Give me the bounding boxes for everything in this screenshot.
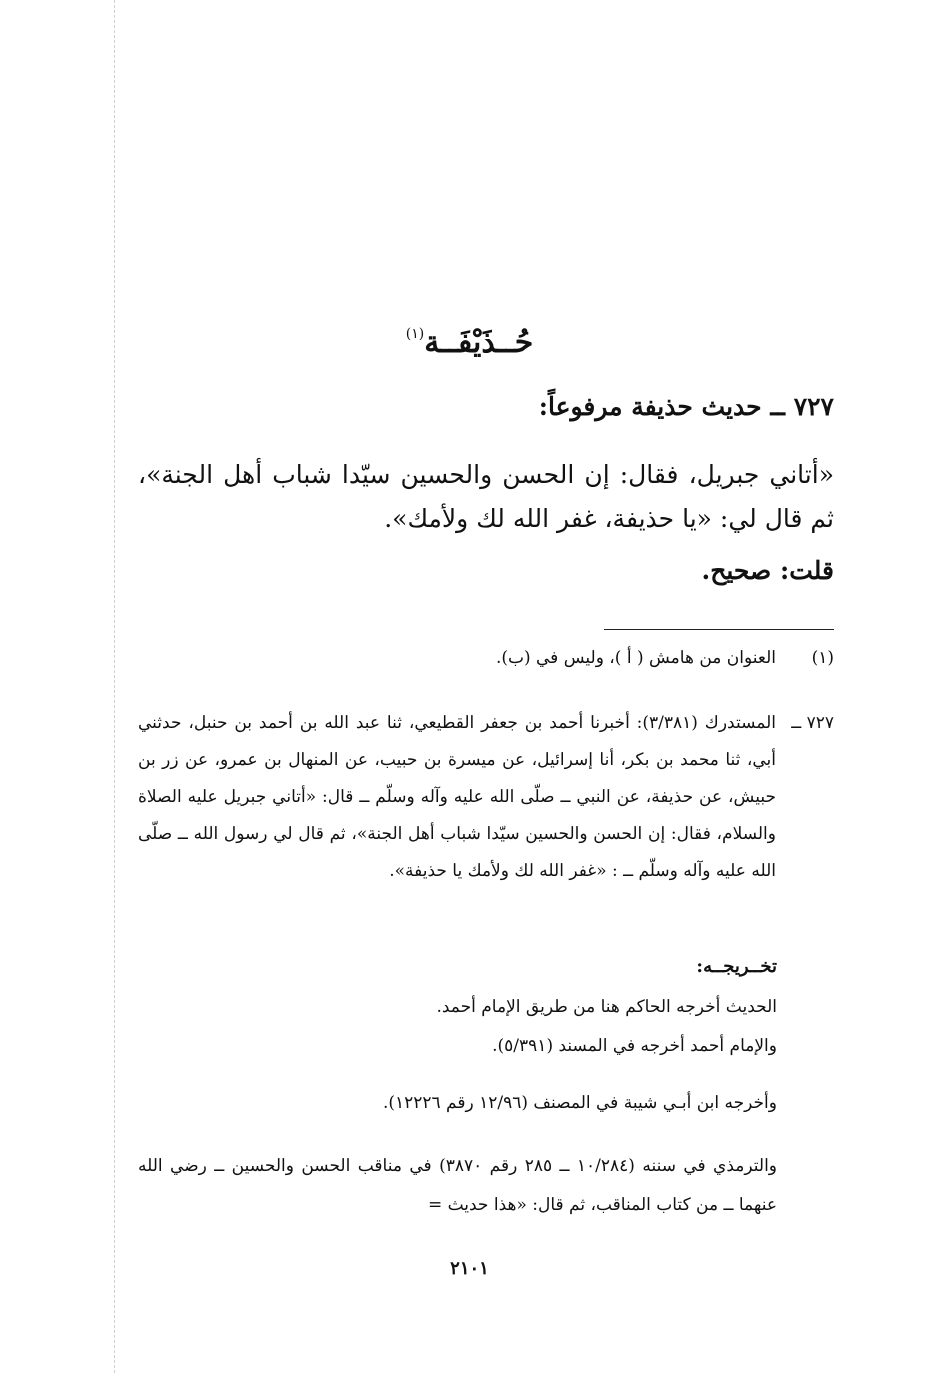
footnote-1-marker: (١) bbox=[811, 648, 834, 668]
section-title bbox=[0, 325, 939, 360]
binding-guide-line bbox=[114, 0, 115, 1373]
hadith-text: «أتاني جبريل، فقال: إن الحسن والحسين سيّدا شباب أهل الجنة»، ثم قال لي: «يا حذيفة، غفر الله لك ولأمك». bbox=[138, 460, 835, 533]
takhrij-line-3: وأخرجه ابن أبـي شيبة في المصنف (١٢/٩٦ رقم ١٢٢٢٦). bbox=[382, 1093, 777, 1113]
takhrij-line-2: والإمام أحمد أخرجه في المسند (٥/٣٩١). bbox=[492, 1036, 777, 1056]
takhrij-heading: تخــريجــه: bbox=[696, 956, 777, 977]
hadith-number: ٧٢٧ bbox=[793, 392, 834, 421]
takhrij-final-paragraph: والترمذي في سننه (١٠/٢٨٤ ــ ٢٨٥ رقم ٣٨٧٠) في مناقب الحسن والحسين ــ رضي الله عنهما ــ من كتاب المناقب، ثم قال: «هذا حديث = bbox=[138, 1156, 778, 1215]
footnote-727 bbox=[138, 705, 834, 890]
footnote-727-text: المستدرك (٣/٣٨١): أخبرنا أحمد بن جعفر القطيعي، ثنا عبد الله بن أحمد بن حنبل، حدثني أبي، ثنا محمد بن بكر، أنا إسرائيل، عن ميسرة بن حبيب، عن المنهال بن عمرو، عن زر بن حبيش، عن حذيفة، عن النبي ــ صلّى الله عليه وآله وسلّم ــ قال: «أتاني جبريل عليه الصلاة والسلام، فقال: إن الحسن والحسين سيّدا شباب أهل الجنة»، ثم قال لي رسول الله ــ صلّى الله عليه وآله وسلّم ــ : «غفر الله لك ولأمك يا حذيفة». bbox=[138, 713, 776, 881]
section-title-text: حُــذَيْفَــة bbox=[424, 325, 534, 360]
hadith-heading-text: ــ حديث حذيفة مرفوعاً: bbox=[538, 392, 785, 421]
page-number: ٢١٠١ bbox=[450, 1258, 489, 1279]
footnote-1-text: العنوان من هامش ( أ )، وليس في (ب). bbox=[495, 648, 776, 668]
footnote-727-marker: ٧٢٧ ــ bbox=[791, 713, 834, 733]
hadith-verdict: قلت: صحيح. bbox=[701, 556, 834, 585]
footnote-1 bbox=[138, 648, 834, 668]
section-title-footnote-marker: (١) bbox=[405, 326, 425, 342]
footnote-separator bbox=[604, 629, 834, 630]
hadith-heading bbox=[138, 392, 834, 421]
takhrij-line-1: الحديث أخرجه الحاكم هنا من طريق الإمام أحمد. bbox=[436, 997, 777, 1017]
